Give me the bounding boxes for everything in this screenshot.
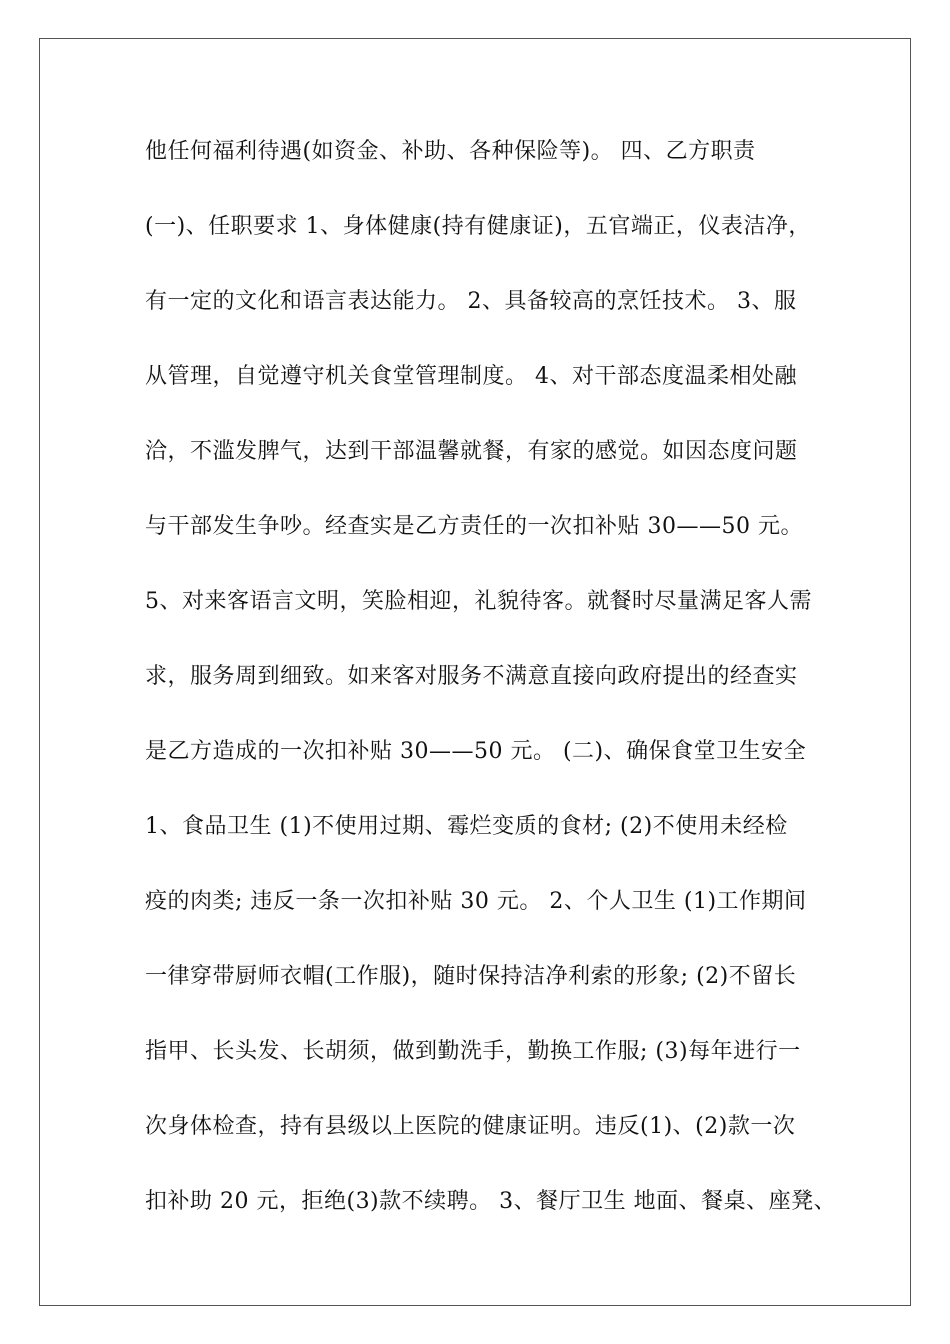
text-line: 从管理，自觉遵守机关食堂管理制度。 4、对干部态度温柔相处融 xyxy=(145,364,797,389)
text-line: 他任何福利待遇(如资金、补助、各种保险等)。 四、乙方职责 xyxy=(145,139,756,164)
text-line: 指甲、长头发、长胡须，做到勤洗手，勤换工作服; (3)每年进行一 xyxy=(145,1039,801,1064)
text-line: 5、对来客语言文明，笑脸相迎，礼貌待客。就餐时尽量满足客人需 xyxy=(145,589,812,614)
text-line: 与干部发生争吵。经查实是乙方责任的一次扣补贴 30——50 元。 xyxy=(145,514,803,539)
text-line: 扣补助 20 元，拒绝(3)款不续聘。 3、餐厅卫生 地面、餐桌、座凳、 xyxy=(145,1189,837,1214)
text-line: 一律穿带厨师衣帽(工作服)，随时保持洁净利索的形象; (2)不留长 xyxy=(145,964,797,989)
text-line: 有一定的文化和语言表达能力。 2、具备较高的烹饪技术。 3、服 xyxy=(145,289,797,314)
text-line: 次身体检查，持有县级以上医院的健康证明。违反(1)、(2)款一次 xyxy=(145,1114,796,1139)
text-line: 求，服务周到细致。如来客对服务不满意直接向政府提出的经查实 xyxy=(145,664,798,689)
text-line: 1、食品卫生 (1)不使用过期、霉烂变质的食材; (2)不使用未经检 xyxy=(145,814,788,839)
document-body xyxy=(145,128,837,1253)
text-line: 疫的肉类; 违反一条一次扣补贴 30 元。 2、个人卫生 (1)工作期间 xyxy=(145,889,807,914)
text-line: 洽，不滥发脾气，达到干部温馨就餐，有家的感觉。如因态度问题 xyxy=(145,439,798,464)
text-line: (一)、任职要求 1、身体健康(持有健康证)，五官端正，仪表洁净， xyxy=(145,214,811,239)
text-line: 是乙方造成的一次扣补贴 30——50 元。 (二)、确保食堂卫生安全 xyxy=(145,739,807,764)
